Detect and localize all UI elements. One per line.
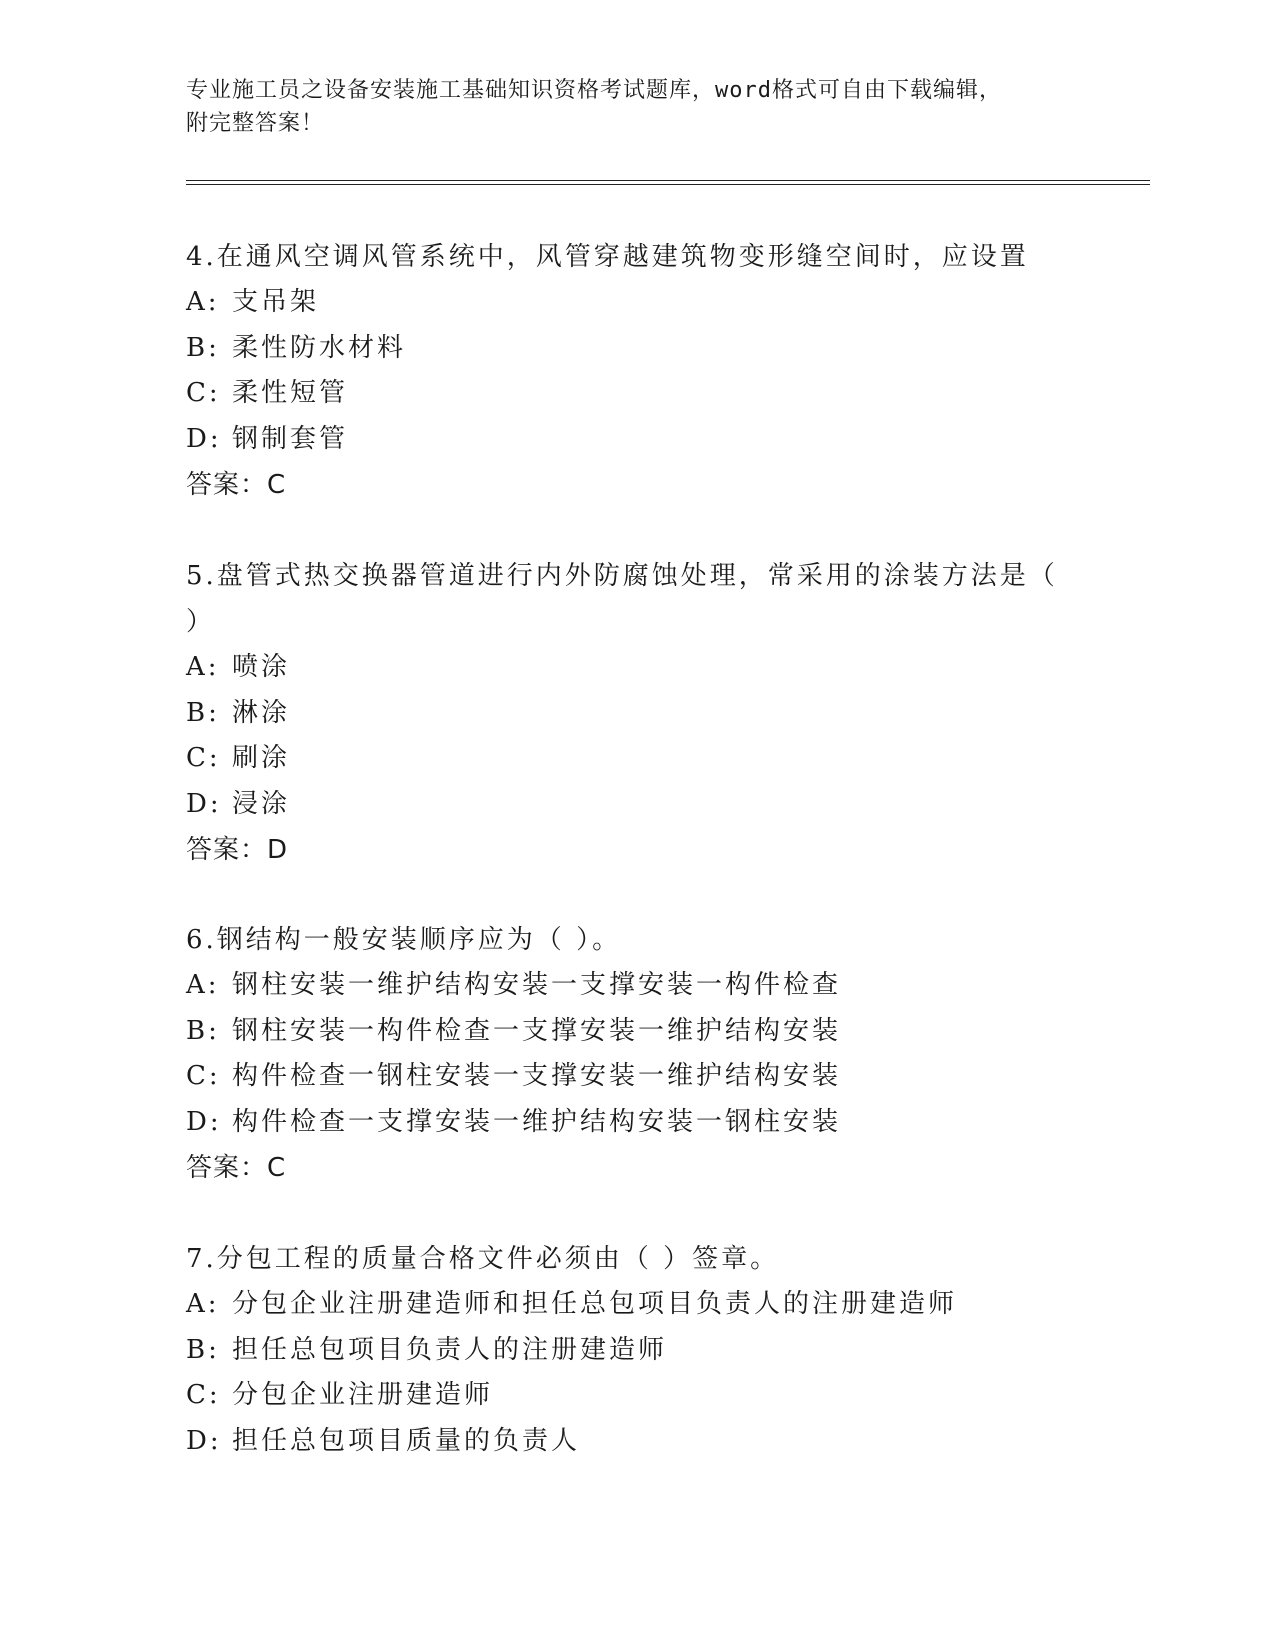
option-key: A: xyxy=(186,1289,220,1319)
option-key: B: xyxy=(186,332,220,363)
option-key: C: xyxy=(186,1061,221,1091)
option-text: 钢制套管 xyxy=(232,423,349,454)
option-c xyxy=(186,371,1086,417)
answer-line: 答案：D xyxy=(186,835,289,865)
option-text: 喷涂 xyxy=(232,652,291,682)
question-7 xyxy=(186,1236,1086,1464)
option-key: B: xyxy=(186,1334,220,1365)
option-text: 钢柱安装一维护结构安装一支撑安装一构件检查 xyxy=(232,970,842,1000)
header-line-2: 附完整答案！ xyxy=(186,111,325,136)
option-b xyxy=(186,691,1086,737)
question-stem: 6.钢结构一般安装顺序应为（ ）。 xyxy=(186,925,622,955)
option-text: 支吊架 xyxy=(232,287,320,317)
option-key: C: xyxy=(186,378,221,408)
header-line-1: 专业施工员之设备安装施工基础知识资格考试题库，word格式可自由下载编辑， xyxy=(186,78,1002,103)
option-key: A: xyxy=(186,970,220,1000)
option-text: 浸涂 xyxy=(232,788,291,819)
option-b xyxy=(186,326,1086,372)
question-5 xyxy=(186,553,1086,873)
question-stem: 4.在通风空调风管系统中，风管穿越建筑物变形缝空间时，应设置 xyxy=(186,242,1029,272)
option-key: D: xyxy=(186,423,222,454)
option-text: 分包企业注册建造师和担任总包项目负责人的注册建造师 xyxy=(232,1289,958,1319)
option-text: 担任总包项目质量的负责人 xyxy=(232,1425,581,1456)
option-d xyxy=(186,417,1086,463)
option-a xyxy=(186,645,1086,691)
option-c xyxy=(186,1054,1086,1100)
option-c xyxy=(186,1373,1086,1419)
option-text: 担任总包项目负责人的注册建造师 xyxy=(232,1334,668,1365)
document-header xyxy=(186,74,1086,140)
question-stem: 7.分包工程的质量合格文件必须由（ ）签章。 xyxy=(186,1244,780,1274)
option-b xyxy=(186,1328,1086,1374)
answer-line: 答案：C xyxy=(186,1153,287,1183)
header-divider-bottom xyxy=(186,184,1150,185)
option-c xyxy=(186,736,1086,782)
option-key: D: xyxy=(186,1425,222,1456)
option-d xyxy=(186,1100,1086,1146)
header-divider-top xyxy=(186,180,1150,181)
question-4 xyxy=(186,234,1086,508)
option-text: 构件检查一支撑安装一维护结构安装一钢柱安装 xyxy=(232,1106,842,1137)
option-d xyxy=(186,782,1086,828)
option-key: C: xyxy=(186,743,221,773)
question-6 xyxy=(186,917,1086,1191)
option-text: 柔性防水材料 xyxy=(232,332,407,363)
option-a xyxy=(186,1282,1086,1328)
option-key: A: xyxy=(186,287,220,317)
option-d xyxy=(186,1419,1086,1465)
option-text: 刷涂 xyxy=(232,743,291,773)
option-key: D: xyxy=(186,1106,222,1137)
option-key: C: xyxy=(186,1380,221,1410)
option-key: D: xyxy=(186,788,222,819)
option-key: B: xyxy=(186,697,220,728)
option-a xyxy=(186,963,1086,1009)
option-key: A: xyxy=(186,652,220,682)
option-text: 淋涂 xyxy=(232,697,291,728)
option-b xyxy=(186,1009,1086,1055)
option-text: 构件检查一钢柱安装一支撑安装一维护结构安装 xyxy=(232,1061,842,1091)
option-text: 柔性短管 xyxy=(232,378,349,408)
question-stem: 5.盘管式热交换器管道进行内外防腐蚀处理，常采用的涂装方法是（ xyxy=(186,561,1058,591)
question-stem-continued: ） xyxy=(186,607,216,637)
option-a xyxy=(186,280,1086,326)
option-text: 分包企业注册建造师 xyxy=(232,1380,494,1410)
option-key: B: xyxy=(186,1015,220,1046)
option-text: 钢柱安装一构件检查一支撑安装一维护结构安装 xyxy=(232,1015,842,1046)
answer-line: 答案：C xyxy=(186,470,287,500)
